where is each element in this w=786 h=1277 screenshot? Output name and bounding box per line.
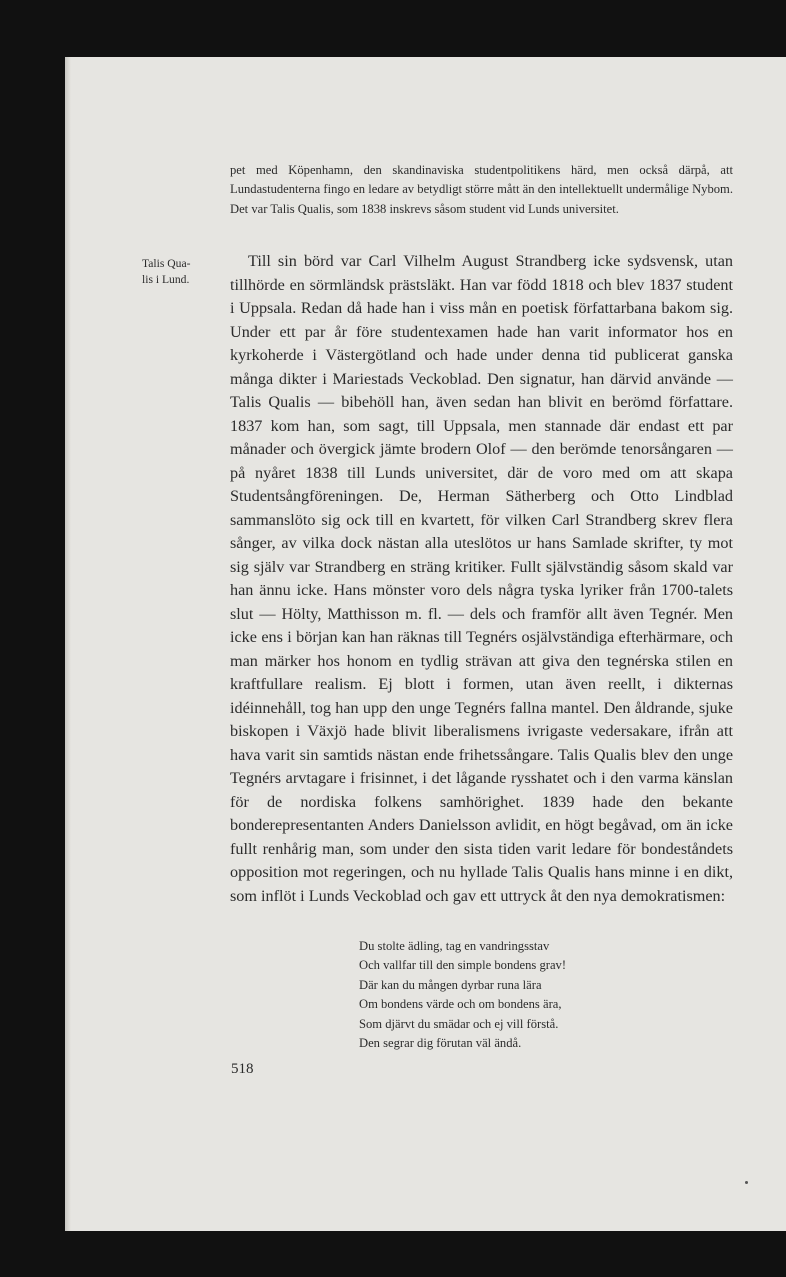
book-page xyxy=(65,57,786,1231)
main-paragraph-block xyxy=(230,250,733,908)
margin-note-line: lis i Lund. xyxy=(142,272,190,286)
poem-line: Den segrar dig förutan väl ändå. xyxy=(359,1036,522,1051)
main-paragraph: Till sin börd var Carl Vilhelm August Strandberg icke sydsvensk, utan tillhörde en sörmländsk prästsläkt. Han var född 1818 och blev 1837 student i Uppsala. Redan då hade han i viss mån en poetisk författarbana bakom sig. Under ett par år före studentexamen hade han varit informator hos en kyrkoherde i Västergötland och hade under denna tid publicerat ganska många dikter i Mariestads Veckoblad. Den signatur, han därvid använde — Talis Qualis — bibehöll han, även sedan han blivit en berömd författare. 1837 kom han, som sagt, till Uppsala, men stannade där endast ett par månader och övergick jämte brodern Olof — den berömde tenorsångaren — på nyåret 1838 till Lunds universitet, där de voro med om att skapa Studentsångföreningen. De, Herman Sätherberg och Otto Lindblad sammanslöto sig ock till en kvartett, för vilken Carl Strandberg skrev flera sånger, av vilka dock nästan alla uteslötos ur hans Samlade skrifter, ty mot sig själv var Strandberg en sträng kritiker. Fullt självständig såsom skald var han ännu icke. Hans mönster voro dels några tyska lyriker från 1700-talets slut — Hölty, Matthisson m. fl. — dels och framför allt även Tegnér. Men icke ens i början kan han räknas till Tegnérs osjälvständiga efterhärmare, och man märker hos honom en tydlig strävan att giva den tegnérska stilen en kraftfullare realism. Ej blott i formen, utan även reellt, i dikternas idéinnehåll, tog han upp den unge Tegnérs fallna mantel. Den åldrande, sjuke biskopen i Växjö hade blivit liberalismens ivrigaste vedersakare, ifrån att hava varit sin samtids nästan ende frihetssångare. Talis Qualis blev den unge Tegnérs arvtagare i frisinnet, i det lågande rysshatet och i den varma känslan för de nordiska folkens samhörighet. 1839 hade den bekante bonderepresentanten Anders Danielsson avlidit, en högt begåvad, om än icke fullt renhårig man, som under den sista tiden varit ledare för bondeståndets opposition mot regeringen, och nu hyllade Talis Qualis hans minne i en dikt, som inflöt i Lunds Veckoblad och gav ett uttryck åt den nya demokratismen: xyxy=(230,252,733,905)
poem-line: Där kan du mången dyrbar runa lära xyxy=(359,977,542,992)
margin-note xyxy=(142,256,218,287)
page-gutter-shadow xyxy=(65,57,71,1231)
margin-note-line: Talis Qua- xyxy=(142,257,191,270)
poem-quotation xyxy=(359,937,566,1053)
poem-line: Som djärvt du smädar och ej vill förstå. xyxy=(359,1016,559,1031)
intro-paragraph: pet med Köpenhamn, den skandinaviska studentpolitikens härd, men också därpå, att Lundastudenterna fingo en ledare av betydligt större mått än den intellektuellt undermålige Nybom. Det var Talis Qualis, som 1838 inskrevs såsom student vid Lunds universitet. xyxy=(230,163,733,216)
poem-line: Du stolte ädling, tag en vandringsstav xyxy=(359,939,550,953)
paper-speck xyxy=(745,1181,748,1184)
page-number: 518 xyxy=(231,1061,254,1077)
intro-paragraph-block xyxy=(230,161,733,219)
poem-line: Om bondens värde och om bondens ära, xyxy=(359,997,562,1012)
poem-line: Och vallfar till den simple bondens grav! xyxy=(359,958,567,973)
